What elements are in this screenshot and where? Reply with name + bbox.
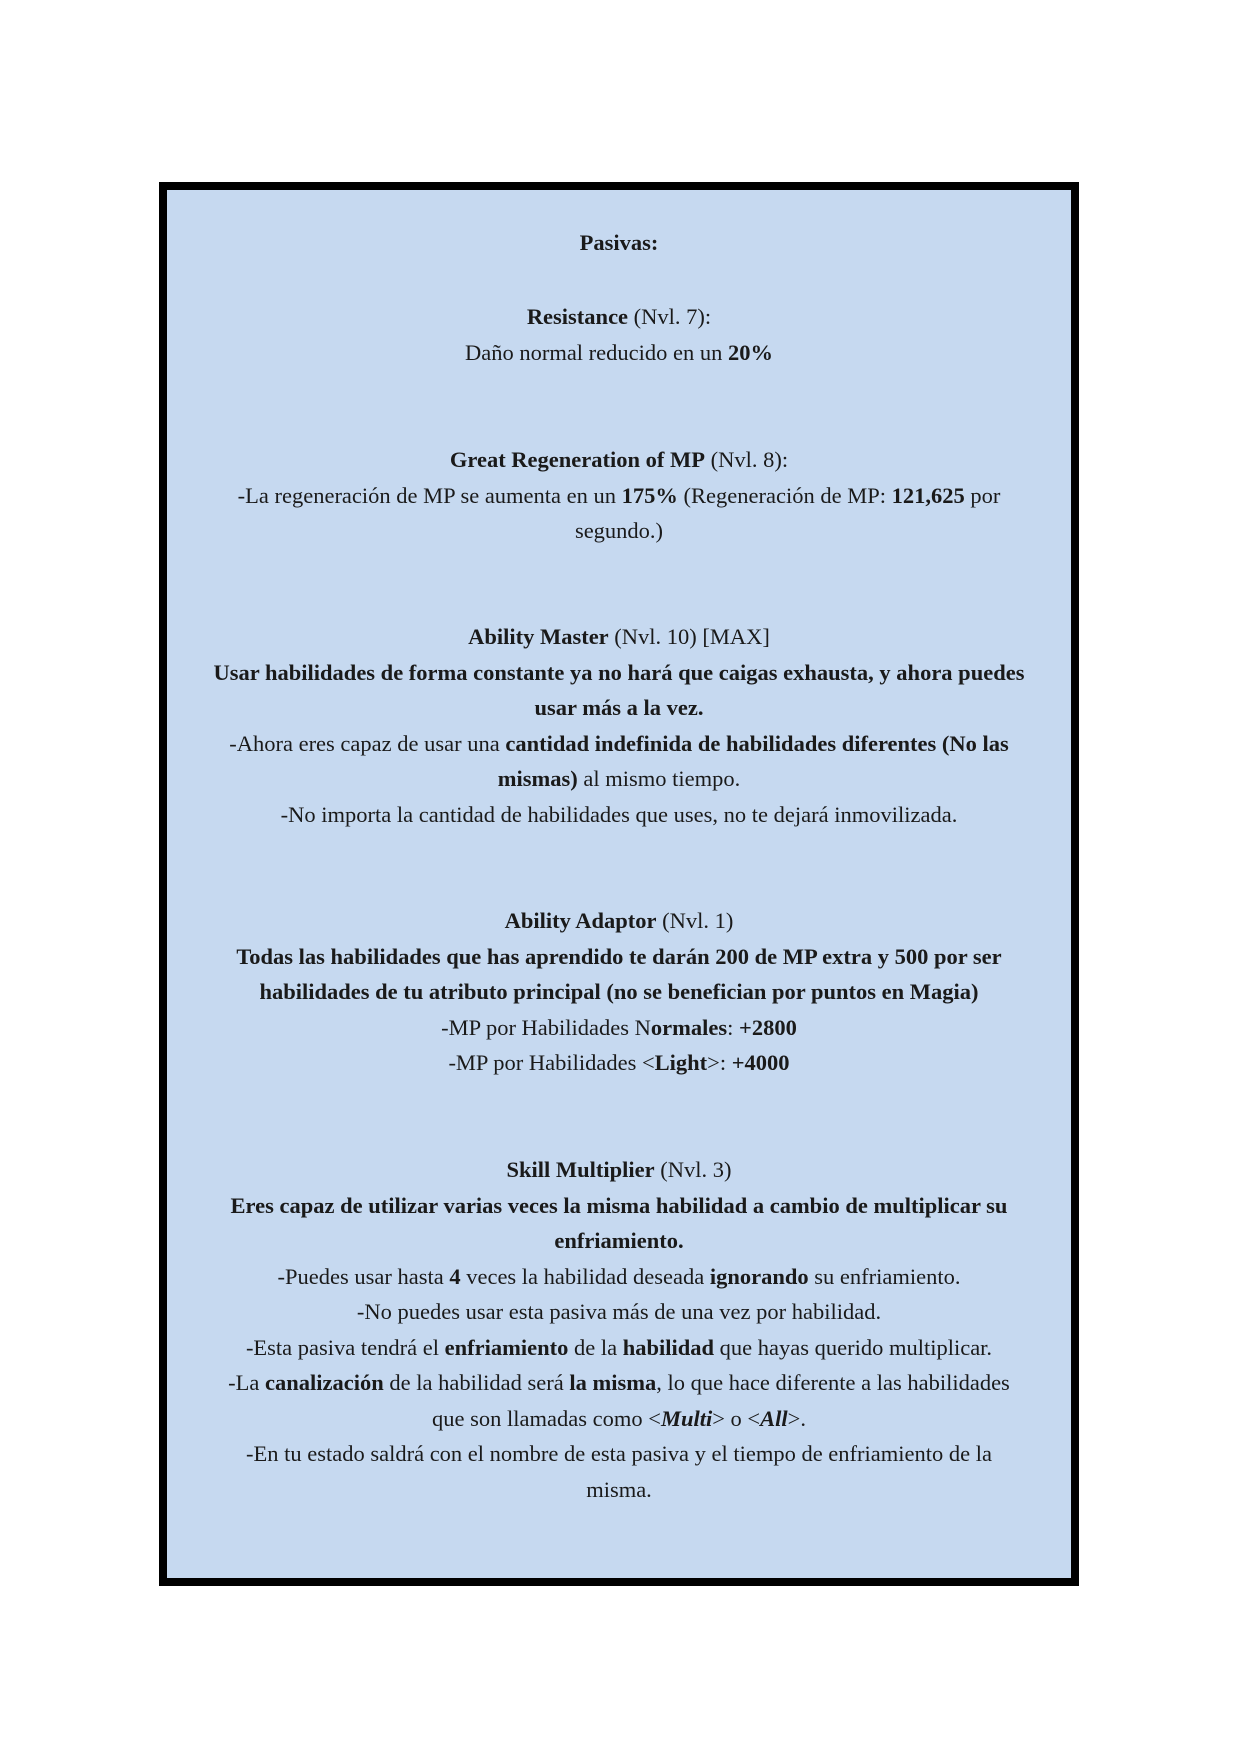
text: mismas) (497, 766, 578, 791)
skill-multiplier-line-4: -No puedes usar esta pasiva más de una vez por habilidad. (356, 1299, 882, 1324)
text: cantidad indefinida de habilidades diferentes (No las (505, 730, 1009, 756)
text: Todas las habilidades que has aprendido te darán 200 de MP extra y 500 por ser (236, 943, 1002, 969)
skill-name: Skill Multiplier (506, 1157, 655, 1182)
text: canalización (265, 1370, 384, 1395)
text: de la (568, 1334, 623, 1360)
skill-multiplier-line-6 (167, 1365, 1071, 1401)
value: 175% (621, 482, 678, 508)
text: All (760, 1405, 788, 1431)
ability-master-title (167, 619, 1071, 655)
skill-multiplier-line-8: -En tu estado saldrá con el nombre de esta pasiva y el tiempo de enfriamiento de la (246, 1441, 992, 1466)
passives-panel (159, 182, 1079, 1586)
skill-multiplier-title (167, 1152, 1071, 1188)
text: veces la habilidad deseada (460, 1263, 710, 1289)
skill-level: (Nvl. 7): (633, 304, 712, 329)
resistance-title (167, 299, 1071, 335)
skill-name: Resistance (526, 304, 629, 329)
text: Multi (660, 1405, 713, 1431)
value: 20% (728, 339, 774, 365)
skill-level: (Nvl. 10) [MAX] (614, 624, 770, 649)
ability-master-line-3 (167, 726, 1071, 762)
skill-name: Ability Adaptor (504, 908, 657, 933)
ability-adaptor-line-2 (167, 974, 1071, 1010)
regen-line-2: segundo.) (574, 518, 664, 543)
text: -MP por Habilidades < (448, 1050, 655, 1075)
text: la misma (569, 1370, 657, 1395)
skill-multiplier-line-3 (167, 1259, 1071, 1295)
text: Light (654, 1050, 708, 1075)
text: habilidad (622, 1334, 714, 1360)
text: -Ahora eres capaz de usar una (229, 730, 506, 756)
text: ignorando (709, 1263, 809, 1289)
text: al mismo tiempo. (577, 766, 741, 791)
text: -MP por Habilidades N (441, 1014, 651, 1040)
skill-level: (Nvl. 3) (660, 1157, 732, 1182)
resistance-desc (167, 335, 1071, 371)
text: enfriamiento (444, 1334, 569, 1360)
text: enfriamiento. (554, 1228, 684, 1253)
ability-adaptor-section (167, 903, 1071, 1081)
regen-line-1 (167, 478, 1071, 514)
text: : (727, 1014, 740, 1040)
ability-adaptor-line-3 (167, 1010, 1071, 1046)
ability-adaptor-title (167, 903, 1071, 939)
text: -Esta pasiva tendrá el (245, 1334, 445, 1360)
value: +4000 (731, 1050, 790, 1075)
text: Daño normal reducido en un (464, 339, 729, 365)
text: ormales (650, 1014, 728, 1040)
ability-master-section (167, 619, 1071, 832)
text: -La regeneración de MP se aumenta en un (237, 482, 622, 508)
text: que hayas querido multiplicar. (714, 1334, 993, 1360)
value: 4 (449, 1263, 461, 1289)
regen-section (167, 442, 1071, 549)
text: usar más a la vez. (534, 695, 704, 720)
skill-multiplier-line-1 (167, 1188, 1071, 1224)
skill-level: (Nvl. 1) (662, 908, 734, 933)
skill-multiplier-section (167, 1152, 1071, 1507)
ability-master-line-4 (167, 761, 1071, 797)
ability-master-line-2 (167, 690, 1071, 726)
ability-master-line-5: -No importa la cantidad de habilidades que uses, no te dejará inmovilizada. (280, 801, 958, 827)
text: -La (228, 1370, 266, 1395)
page-heading: Pasivas: (579, 230, 659, 255)
text: >. (787, 1405, 806, 1431)
text: que son llamadas como < (432, 1405, 661, 1431)
text: Usar habilidades de forma constante ya no hará que caigas exhausta, y ahora puedes (213, 659, 1025, 685)
text: habilidades de tu atributo principal (no se benefician por puntos en Magia) (259, 979, 979, 1004)
text: >: (707, 1050, 732, 1075)
ability-adaptor-line-1 (167, 939, 1071, 975)
text: Eres capaz de utilizar varias veces la misma habilidad a cambio de multiplicar su (230, 1192, 1008, 1218)
text: (Regeneración de MP: (677, 482, 892, 508)
value: +2800 (739, 1014, 797, 1040)
skill-level: (Nvl. 8): (710, 447, 789, 472)
text: -Puedes usar hasta (277, 1263, 450, 1289)
value: 121,625 (891, 482, 965, 508)
text: por (964, 482, 1001, 508)
text: > o < (712, 1405, 761, 1431)
skill-name: Ability Master (468, 624, 609, 649)
skill-multiplier-line-9: misma. (586, 1476, 652, 1502)
text: de la habilidad será (383, 1370, 570, 1395)
text: , lo que hace diferente a las habilidades (656, 1370, 1010, 1395)
ability-adaptor-line-4 (167, 1045, 1071, 1081)
regen-title (167, 442, 1071, 478)
skill-multiplier-line-2 (167, 1223, 1071, 1259)
text: su enfriamiento. (808, 1263, 961, 1289)
skill-name: Great Regeneration of MP (449, 447, 705, 472)
skill-multiplier-line-5 (167, 1330, 1071, 1366)
skill-multiplier-line-7 (167, 1401, 1071, 1437)
resistance-section (167, 299, 1071, 370)
ability-master-line-1 (167, 655, 1071, 691)
